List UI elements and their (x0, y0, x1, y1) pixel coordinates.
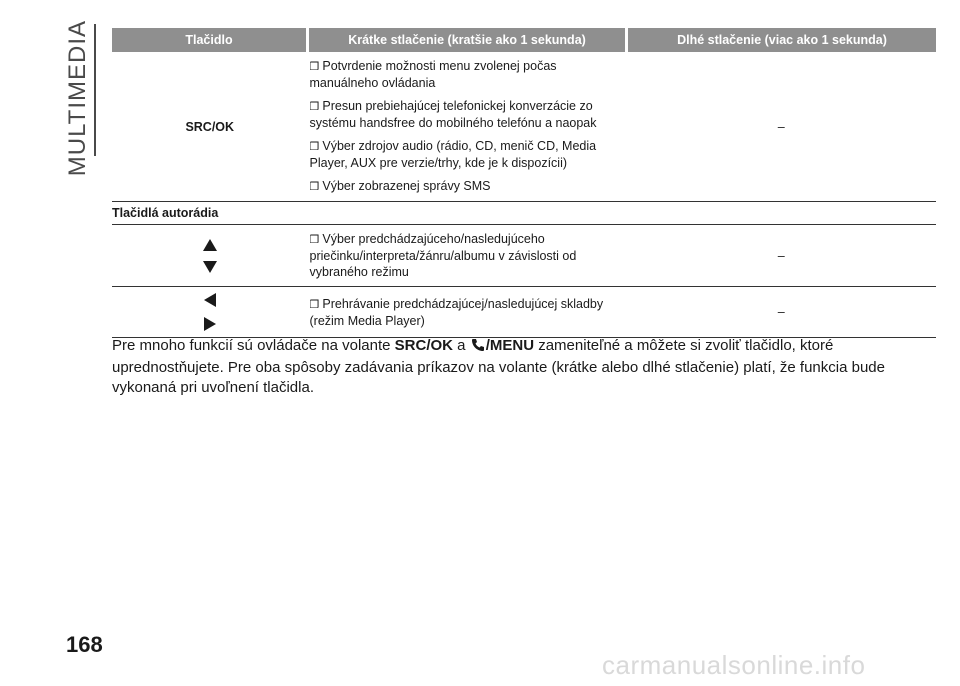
checkbox-bullet-icon: ❒ (309, 61, 320, 73)
checkbox-bullet-icon: ❒ (309, 141, 320, 153)
long-press-cell: – (627, 225, 937, 287)
table-row (112, 225, 936, 287)
section-rule (94, 24, 96, 156)
list-item: ❒ Výber predchádzajúceho/nasledujúceho priečinku/interpreta/žánru/albumu v závislosti od vybraného režimu (309, 232, 577, 279)
list-item: ❒ Potvrdenie možnosti menu zvolenej počas manuálneho ovládania (309, 59, 557, 90)
checkbox-bullet-icon: ❒ (309, 101, 320, 113)
src-ok-term: SRC/OK (394, 337, 454, 354)
watermark: carmanualsonline.info (602, 650, 866, 680)
header-long-press: Dlhé stlačenie (viac ako 1 sekunda) (627, 28, 937, 52)
button-src-ok-label: SRC/OK (112, 52, 308, 202)
list-item: ❒ Výber zdrojov audio (rádio, CD, menič CD, Media Player, AUX pre verzie/trhy, kde je k dispozícii) (309, 139, 597, 170)
table-header-row (112, 28, 936, 52)
info-paragraph: Pre mnoho funkcií sú ovládače na volante SRC/OK a /MENU zameniteľné a môžete si zvoliť tlačidlo, ktoré uprednostňujete. Pre oba spôsoby zadávania príkazov na volante (krátke alebo dlhé stlačenie) platí, že funkcia bude vykonaná pri uvoľnení tlačidla. (112, 337, 885, 396)
button-updown-cell (112, 225, 308, 287)
page-number: 168 (66, 632, 103, 657)
table-section-row (112, 202, 936, 225)
header-short-press: Krátke stlačenie (kratšie ako 1 sekunda) (308, 28, 627, 52)
long-press-cell: – (627, 287, 937, 338)
arrow-down-icon (203, 261, 217, 273)
header-button: Tlačidlo (112, 28, 308, 52)
short-press-cell (308, 52, 627, 202)
arrow-right-icon (204, 317, 216, 331)
list-item: ❒ Prehrávanie predchádzajúcej/nasledujúcej skladby (režim Media Player) (309, 296, 604, 328)
steering-controls-table (112, 28, 936, 338)
checkbox-bullet-icon: ❒ (309, 298, 320, 311)
short-press-cell (308, 287, 627, 338)
phone-handset-icon (471, 338, 485, 358)
checkbox-bullet-icon: ❒ (309, 234, 320, 246)
arrow-left-icon (204, 293, 216, 307)
arrow-up-icon (203, 239, 217, 251)
button-leftright-cell (112, 287, 308, 338)
short-press-cell (308, 225, 627, 287)
list-item: ❒ Presun prebiehajúcej telefonickej konverzácie zo systému handsfree do mobilného telefónu a naopak (309, 99, 597, 130)
table-row (112, 52, 936, 202)
long-press-cell: – (627, 52, 937, 202)
table-row (112, 287, 936, 338)
section-title: MULTIMEDIA (64, 20, 91, 177)
checkbox-bullet-icon: ❒ (309, 181, 320, 193)
section-label-radio-buttons: Tlačidlá autorádia (112, 202, 936, 225)
list-item: ❒ Výber zobrazenej správy SMS (309, 179, 491, 193)
menu-term: /MENU (485, 337, 535, 354)
